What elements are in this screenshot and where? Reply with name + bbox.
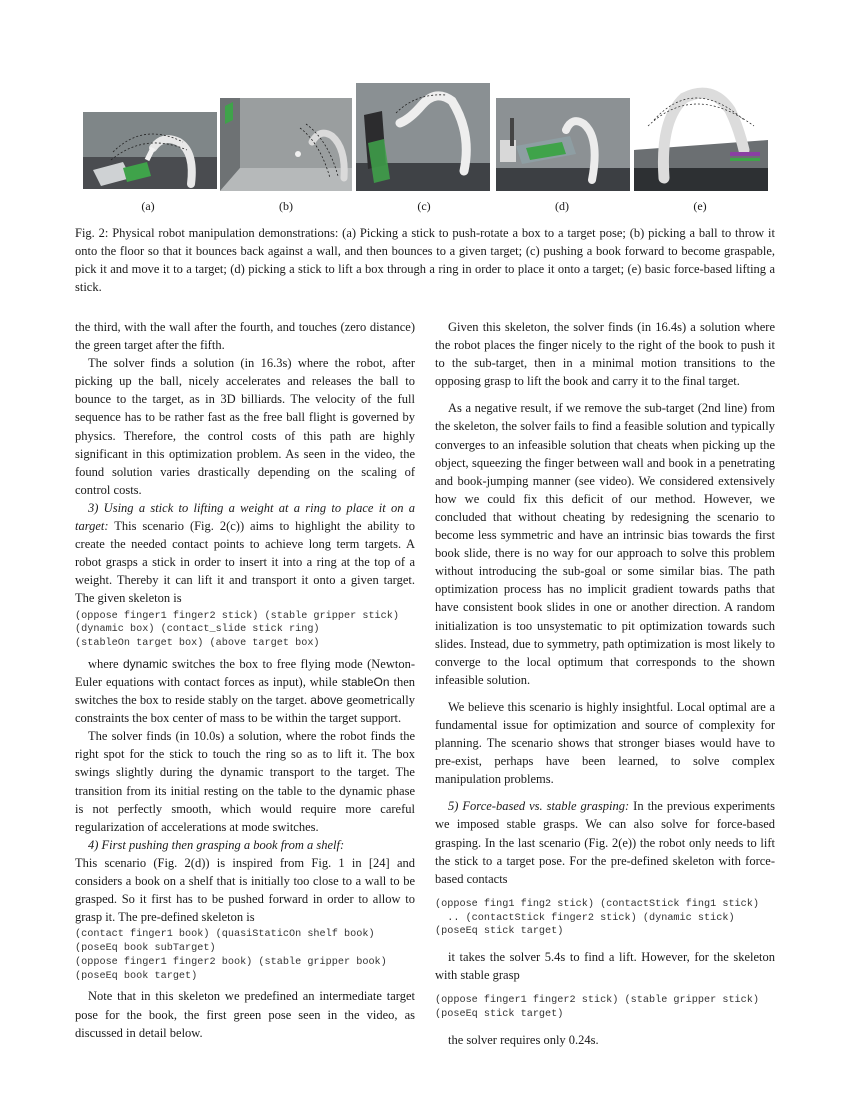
paragraph-text: This scenario (Fig. 2(c)) aims to highlight the ability to create the needed contact points to achieve long term targets. A robot grasps a stick in order to insert it into a ring at the top of a weight. Thereby it can lift it and transport it onto a given target. The given skeleton is (75, 519, 415, 606)
paragraph: the solver requires only 0.24s. (448, 1032, 599, 1047)
paragraph: Given this skeleton, the solver finds (in 16.4s) a solution where the robot places the finger nicely to the right of the book to push it to the sub-target, then in a minimal motion transitions to the opposing grasp to lift the book and carry it to the final target. (435, 320, 775, 389)
paragraph: This scenario (Fig. 2(d)) is inspired from Fig. 1 in [24] and considers a book on a shelf that is initially too close to a wall to be grasped. So it first has to be pushed forward in order to allow to grasp it. The pre-defined skeleton is (75, 855, 415, 925)
paragraph: the third, with the wall after the fourth, and touches (zero distance) the green target after the fifth. (75, 320, 415, 353)
paragraph: The solver finds (in 10.0s) a solution, where the robot finds the right spot for the stick to touch the ring so as to lift it. The box swings slightly during the dynamic transport to the target. The transition from its initial resting on the table to the dynamic phase is not perfectly smooth, which would require more careful regularization of accelerations at mode switches. (75, 729, 415, 834)
panel-a-image (83, 112, 217, 189)
section-heading: 4) First pushing then grasping a book from a shelf: (88, 837, 345, 852)
sublabel-c: (c) (417, 199, 431, 213)
paragraph: it takes the solver 5.4s to find a lift. However, for the skeleton with stable grasp (435, 950, 775, 983)
figure-2 (78, 80, 768, 215)
section-5-paragraph (435, 797, 775, 887)
paragraph-text: switches the box to free flying mode (Newton-Euler equations with contact forces as input), while (75, 656, 415, 689)
code-skeleton-3: (oppose fing1 fing2 stick) (contactStick fing1 stick) .. (contactStick finger2 stick) (dynamic stick) (poseEq stick target) (435, 898, 760, 938)
figure-caption: Fig. 2: Physical robot manipulation demonstrations: (a) Picking a stick to push-rotate a box to a target pose; (b) picking a ball to throw it onto the floor so that it bounces back against a wall, and then bounces to a given target; (c) pushing a book forward to become graspable, pick it and move it to a target; (d) picking a stick to lift a box through a ring in order to place it onto a target; (e) basic force-based lifting a stick. (75, 226, 775, 294)
paragraph-text: geometrically constraints the box center of mass to be within the target support. (75, 693, 415, 726)
keyword-dynamic: dynamic (122, 656, 168, 671)
right-column (435, 318, 775, 1049)
paragraph-text: where (88, 656, 123, 671)
paragraph (75, 655, 415, 727)
panel-b-image (220, 98, 352, 191)
paragraph-text: then switches the box to reside stably on the target. (75, 674, 415, 708)
section-heading: 3) Using a stick to lifting a weight at a ring to place it on a target: (75, 500, 415, 534)
panel-e-image (634, 80, 768, 191)
paragraph-text: In the previous experiments we imposed stable grasps. We can also solve for force-based grasping. In the last scenario (Fig. 2(e)) the robot only needs to lift the stick to a target pose. For the pre-defined skeleton with force-based contacts (435, 799, 775, 886)
code-skeleton-2: (contact finger1 book) (quasiStaticOn shelf book) (poseEq book subTarget) (oppose finger1 finger2 book) (stable gripper book) (poseEq book target) (75, 929, 387, 982)
section-3-paragraph (75, 499, 415, 608)
keyword-stableon: stableOn (341, 674, 390, 689)
paragraph: We believe this scenario is highly insightful. Local optimal are a fundamental issue for optimization and source of complexity for planning. The scenario shows that stronger biases would have to pre-exist, perhaps have been learned, to solve complex manipulation problems. (435, 699, 775, 787)
code-skeleton-4: (oppose finger1 finger2 stick) (stable gripper stick) (poseEq stick target) (435, 995, 760, 1021)
paragraph: As a negative result, if we remove the sub-target (2nd line) from the skeleton, the solver fails to find a feasible solution and typically converges to an infeasible solution that cheats when picking up the object, squeezing the finger between wall and book in a penetrating and book-jumping manner (see video). We considered extensively how we could fix this deficit of our method. However, we concluded that without cheating by redesigning the scenario to become less symmetric and have an intrinsic bias towards the first book slide, there is no way for our approach to solve this problem without introducing the sub-goal or some similar bias. The path optimization process has no implicit gradient towards paths that have consistent book slides in one or another direction. A random initialization is too unsystematic to pit optimization towards such slides. Instead, due to symmetry, path optimization is most likely to converge to the local optimum that corresponds to the shown infeasible solution. (435, 401, 775, 687)
section-4-heading-line (75, 836, 415, 854)
section-heading: 5) Force-based vs. stable grasping: (448, 799, 630, 814)
paragraph: Note that in this skeleton we predefined an intermediate target pose for the book, the first green pose seen in the video, as discussed in detail below. (75, 989, 415, 1040)
panel-c-image (356, 83, 490, 191)
panel-d-image (496, 98, 630, 191)
left-column (75, 318, 415, 1042)
sublabel-e: (e) (693, 199, 707, 213)
paragraph: The solver finds a solution (in 16.3s) where the robot, after picking up the ball, nicely accelerates and releases the ball to bounce to the target, as in 3D billiards. The velocity of the full sequence has to be rather fast as the free ball flight is governed by physics. Therefore, the control costs of this path are highly significant in this optimization problem. As seen in the video, the found solution varies drastically depending on the scaling of control costs. (75, 356, 415, 497)
keyword-above: above (310, 693, 343, 708)
sublabel-d: (d) (555, 199, 569, 213)
sublabel-a: (a) (141, 199, 155, 213)
code-skeleton-1: (oppose finger1 finger2 stick) (stable gripper stick) (dynamic box) (contact_slide stick ring) (stableOn target box) (above target box) (75, 610, 400, 650)
sublabel-b: (b) (279, 199, 293, 213)
